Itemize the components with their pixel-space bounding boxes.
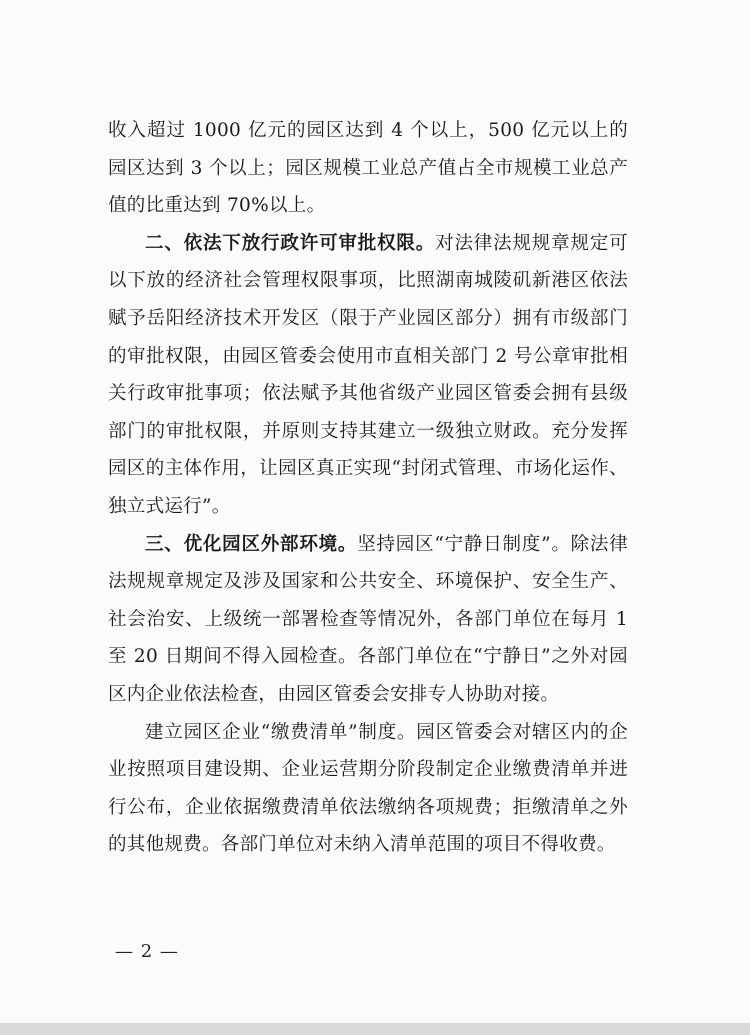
paragraph-1-text: 收入超过 1000 亿元的园区达到 4 个以上，500 亿元以上的园区达到 3 个以上；园区规模工业总产值占全市规模工业总产值的比重达到 70%以上。 (108, 120, 628, 217)
section-heading-3: 三、优化园区外部环境。 (145, 533, 358, 555)
paragraph-2-text: 对法律法规规章规定可以下放的经济社会管理权限事项，比照湖南城陵矶新港区依法赋予岳阳经济技术开发区（限于产业园区部分）拥有市级部门的审批权限，由园区管委会使用市直相关部门 2 号公章审批相关行政审批事项；依法赋予其他省级产业园区管委会拥有县级部门的审批权限，并原则支持其建立一级独立财政。充分发挥园区的主体作用，让园区真正实现“封闭式管理、市场化运作、独立式运行”。 (108, 232, 628, 517)
page-number: — 2 — (115, 941, 179, 962)
paragraph-3 (108, 526, 628, 714)
paragraph-4 (108, 714, 628, 864)
paragraph-2 (108, 225, 628, 526)
paragraph-4-text: 建立园区企业“缴费清单”制度。园区管委会对辖区内的企业按照项目建设期、企业运营期分阶段制定企业缴费清单并进行公布，企业依据缴费清单依法缴纳各项规费；拒缴清单之外的其他规费。各部门单位对未纳入清单范围的项目不得收费。 (108, 721, 628, 856)
document-body (108, 112, 628, 864)
scan-bottom-edge (0, 1023, 750, 1035)
paragraph-1 (108, 112, 628, 225)
section-heading-2: 二、依法下放行政许可审批权限。 (145, 232, 436, 254)
paragraph-3-text: 坚持园区“宁静日制度”。除法律法规规章规定及涉及国家和公共安全、环境保护、安全生产、社会治安、上级统一部署检查等情况外，各部门单位在每月 1 至 20 日期间不得入园检查。各部门单位在“宁静日”之外对园区内企业依法检查，由园区管委会安排专人协助对接。 (108, 533, 628, 705)
